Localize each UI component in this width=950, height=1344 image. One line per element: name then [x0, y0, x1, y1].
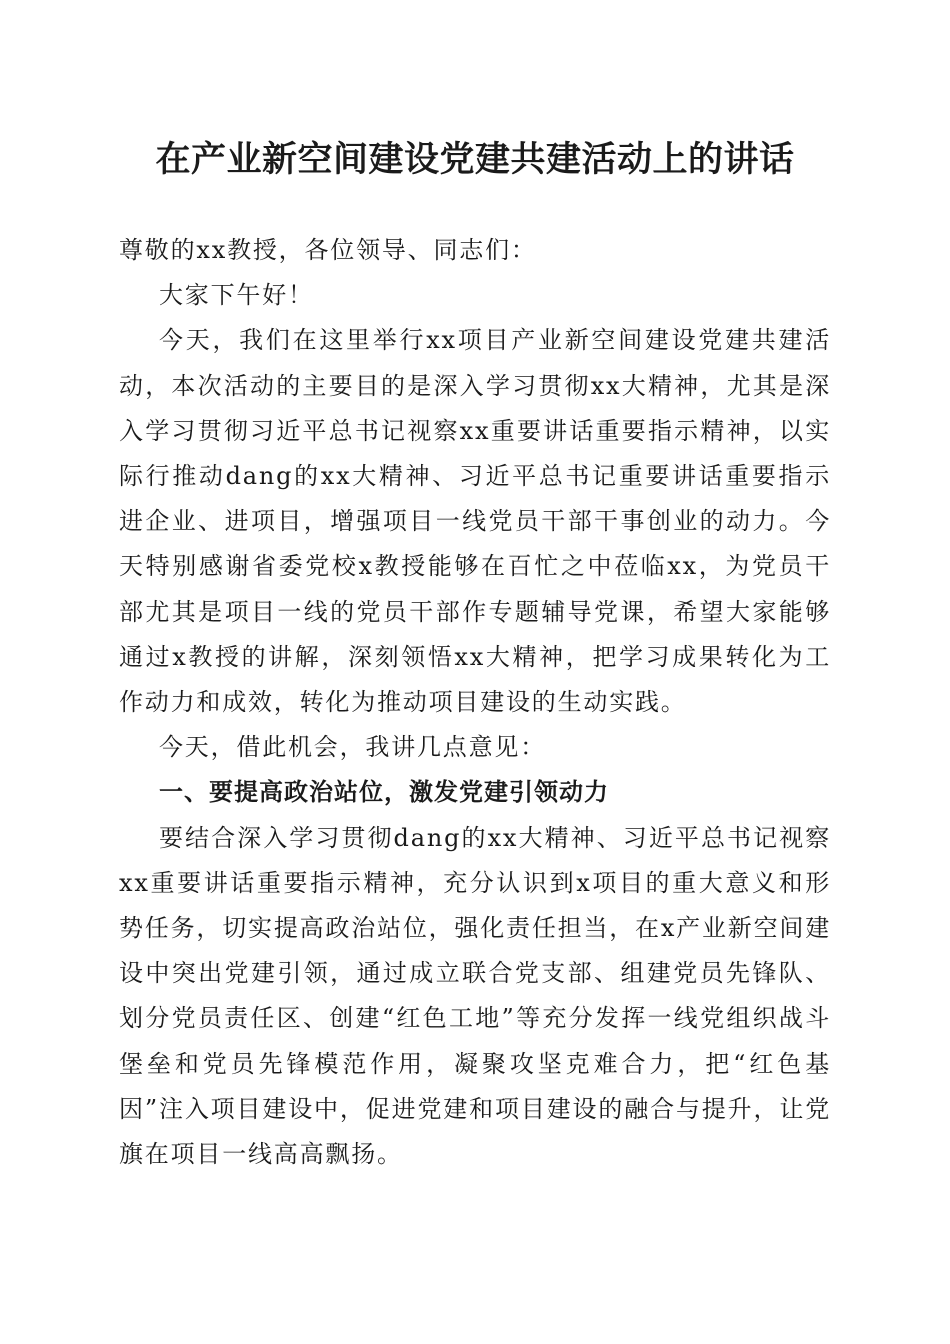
- greeting: 大家下午好！: [159, 281, 314, 310]
- paragraph-opinions: 今天，借此机会，我讲几点意见：: [159, 733, 546, 762]
- paragraph-intro: 今天，我们在这里举行xx项目产业新空间建设党建共建活动，本次活动的主要目的是深入学习贯彻xx大精神，尤其是深入学习贯彻习近平总书记视察xx重要讲话重要指示精神，以实际行推动dang的xx大精神、习近平总书记重要讲话重要指示进企业、进项目，增强项目一线党员干部干事创业的动力。今天特别感谢省委党校x教授能够在百忙之中莅临xx，为党员干部尤其是项目一线的党员干部作专题辅导党课，希望大家能够通过x教授的讲解，深刻领悟xx大精神，把学习成果转化为工作动力和成效，转化为推动项目建设的生动实践。: [119, 326, 831, 717]
- section-body-1: 要结合深入学习贯彻dang的xx大精神、习近平总书记视察xx重要讲话重要指示精神，充分认识到x项目的重大意义和形势任务，切实提高政治站位，强化责任担当，在x产业新空间建设中突出党建引领，通过成立联合党支部、组建党员先锋队、划分党员责任区、创建“红色工地”等充分发挥一线党组织战斗堡垒和党员先锋模范作用，凝聚攻坚克难合力，把“红色基因”注入项目建设中，促进党建和项目建设的融合与提升，让党旗在项目一线高高飘扬。: [119, 823, 831, 1169]
- salutation: 尊敬的xx教授，各位领导、同志们：: [119, 236, 537, 264]
- section-heading-1: 一、要提高政治站位，激发党建引领动力: [159, 778, 609, 807]
- document-body: [119, 228, 831, 1177]
- document-title: 在产业新空间建设党建共建活动上的讲话: [155, 139, 795, 180]
